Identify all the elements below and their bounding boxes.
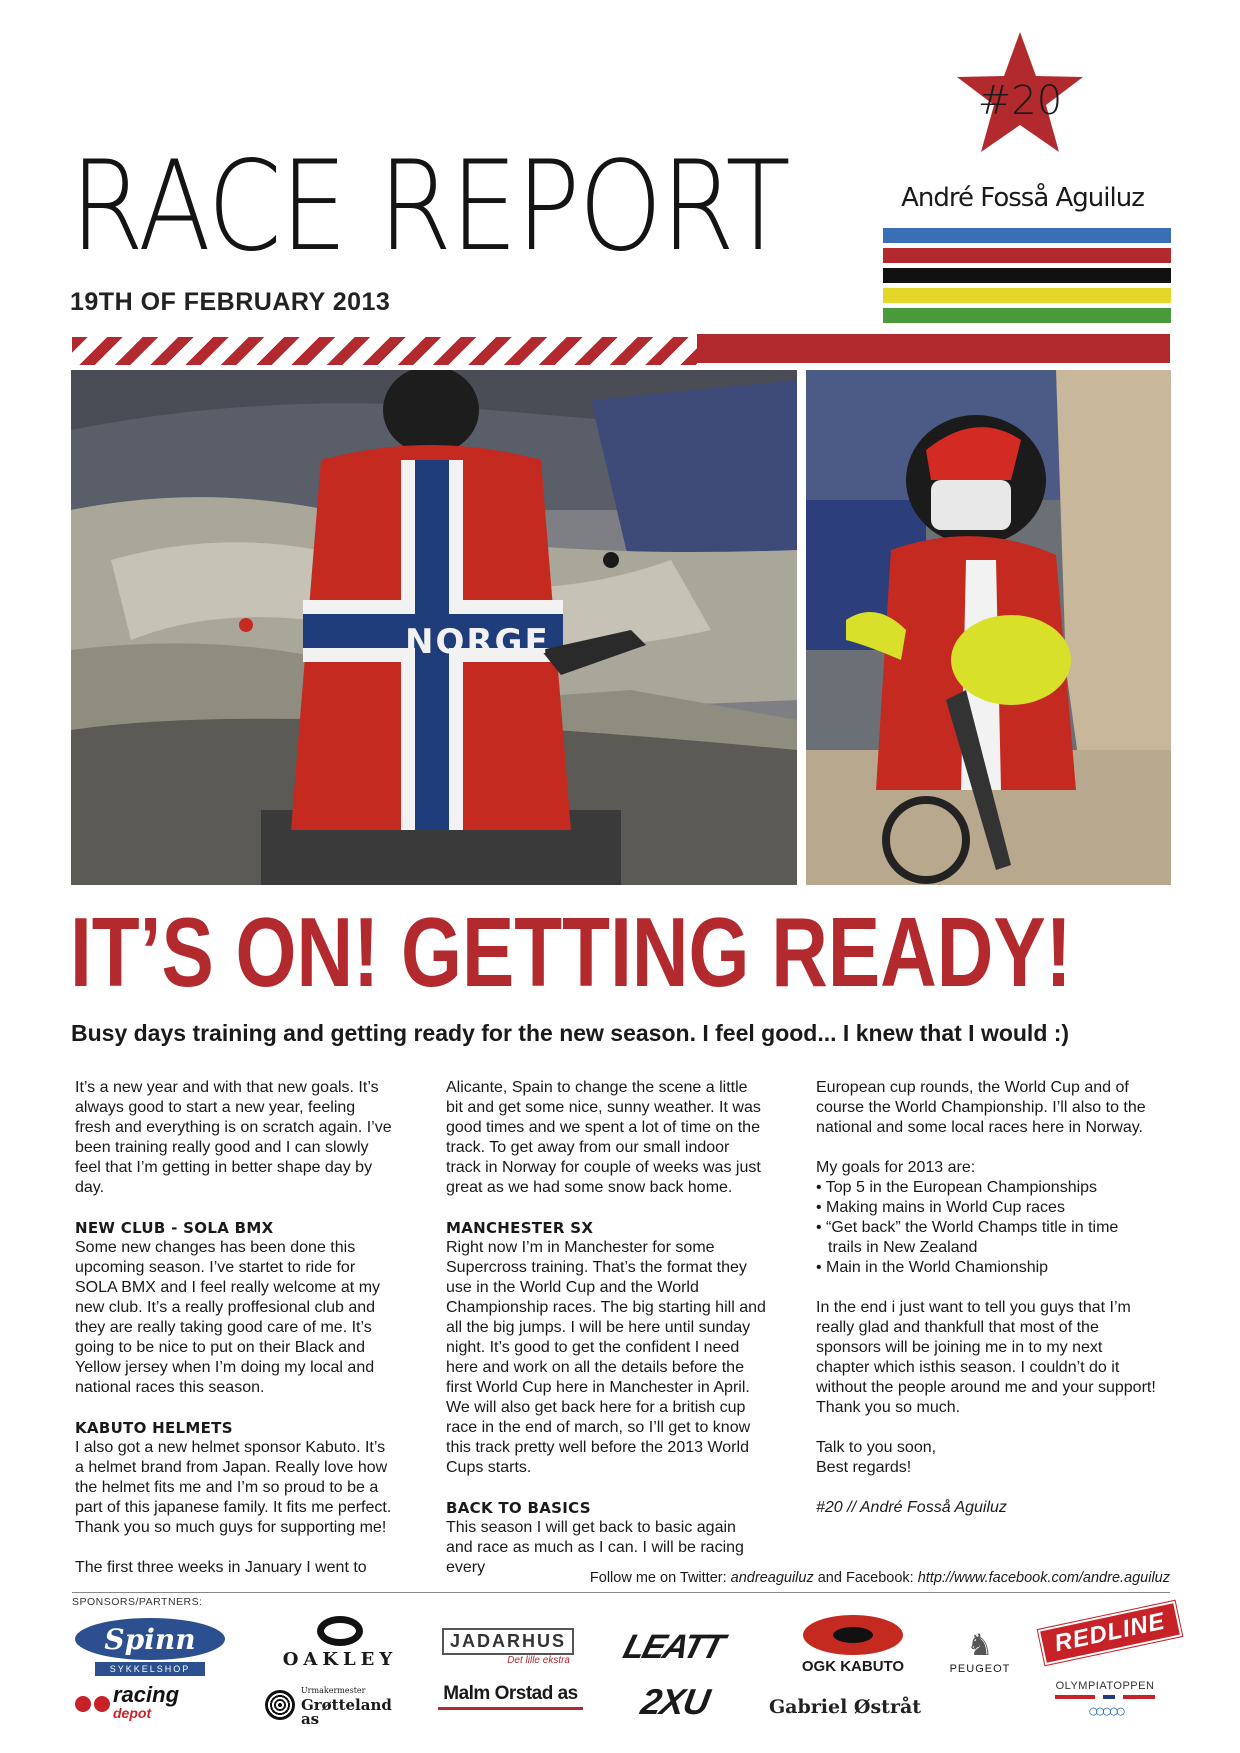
photo-norge-rider	[71, 370, 797, 885]
oakley-text: OAKLEY	[282, 1649, 398, 1670]
kabuto-logo	[778, 1610, 928, 1680]
malm-orstad-logo: Malm Orstad as	[438, 1680, 583, 1710]
spinn-logo: Spinn	[75, 1618, 225, 1660]
star-number: #20	[977, 78, 1063, 124]
star-badge	[955, 30, 1085, 158]
footer-divider	[72, 1592, 1170, 1593]
report-date: 19TH OF FEBRUARY 2013	[70, 288, 391, 316]
lion-icon: ♞	[966, 1629, 994, 1662]
article-column-1	[75, 1078, 395, 1598]
jadarhus-tagline: Det lille ekstra	[507, 1655, 570, 1666]
jersey-text: NORGE	[405, 622, 550, 662]
basics-paragraph: This season I will get back to basic again and race as much as I can. I will be racing every	[446, 1519, 744, 1576]
grotteland-small: Urmakermester	[300, 1686, 366, 1695]
talk-soon: Talk to you soon,	[816, 1439, 937, 1456]
olympiatoppen-text: OLYMPIATOPPEN	[1055, 1680, 1155, 1692]
world-champ-stripes	[883, 228, 1171, 328]
grotteland-logo	[265, 1684, 415, 1726]
twitter-handle[interactable]: andreaguiluz	[730, 1570, 814, 1586]
goal-item: • Main in the World Chamionship	[816, 1259, 1049, 1276]
grotteland-name: Grøtteland as	[300, 1696, 392, 1728]
regards: Best regards!	[816, 1459, 912, 1476]
rider-name: André Fosså Aguiluz	[901, 183, 1144, 213]
oakley-icon	[317, 1616, 363, 1646]
depot-word: depot	[113, 1705, 152, 1721]
kabuto-text: OGK KABUTO	[801, 1658, 905, 1675]
section-heading-kabuto: KABUTO HELMETS	[75, 1419, 233, 1437]
follow-line	[480, 1570, 1170, 1586]
racing-dot-icon	[94, 1696, 110, 1712]
kabuto-icon	[803, 1615, 903, 1655]
olympic-rings-icon: ○○○○○	[1087, 1701, 1123, 1721]
goals-list	[816, 1178, 1156, 1278]
jadarhus-logo	[438, 1625, 578, 1669]
racing-depot-text	[113, 1682, 180, 1722]
page-title: RACE REPORT	[70, 135, 789, 279]
leatt-logo: LEATT	[619, 1627, 727, 1666]
goal-item: • Top 5 in the European Championships	[816, 1179, 1098, 1196]
peugeot-logo	[935, 1620, 1025, 1684]
section-heading-manchester: MANCHESTER SX	[446, 1219, 594, 1237]
stripe-blue	[883, 228, 1171, 243]
alicante-paragraph: Alicante, Spain to change the scene a little bit and get some nice, sunny weather. It was good times and we spent a lot of time on the track. To get away from our small indoor track in Norway for couple of weeks was just great as we had some snow back home.	[446, 1079, 761, 1196]
article-column-3	[816, 1078, 1156, 1538]
signature: #20 // André Fosså Aguiluz	[816, 1499, 1007, 1516]
goal-item: • Making mains in World Cup races	[816, 1199, 1065, 1216]
follow-prefix: Follow me on Twitter:	[589, 1570, 731, 1586]
manchester-paragraph: Right now I’m in Manchester for some Supercross training. That’s the format they use in the World Cup and the World Championship races. The big starting hill and all the big jumps. I will be here until sunday night. It’s good to get the confident I need here and work on all the details before the first World Cup here in Manchester in April. We will also get back here for a british cup race in the end of march, so I’ll get to know this track pretty well before the 2013 World Cups starts.	[446, 1239, 766, 1476]
gabriel-ostrat-logo: Gabriel Østråt	[768, 1696, 922, 1718]
closing-paragraph: In the end i just want to tell you guys that I’m really glad and thankfull that most of the sponsors will be joining me in to my next chapter which isthis season. I couldn’t do it without the people around me and your support! Thank you so much.	[816, 1299, 1156, 1416]
clock-icon	[265, 1690, 295, 1720]
stripe-green	[883, 308, 1171, 323]
2xu-logo: 2XU	[637, 1681, 713, 1722]
racing-dot-icon	[75, 1696, 91, 1712]
goals-intro: My goals for 2013 are:	[816, 1159, 976, 1176]
grotteland-text	[301, 1684, 415, 1726]
racing-word: racing	[113, 1682, 180, 1707]
section-heading-basics: BACK TO BASICS	[446, 1499, 591, 1517]
redline-logo: REDLINE	[1038, 1601, 1182, 1665]
photo-rider-glove	[806, 370, 1171, 885]
european-paragraph: European cup rounds, the World Cup and of course the World Championship. I’ll also to the national and some local races here in Norway.	[816, 1079, 1146, 1136]
stripe-yellow	[883, 288, 1171, 303]
oakley-logo	[270, 1612, 410, 1674]
sponsors-label: SPONSORS/PARTNERS:	[72, 1596, 203, 1608]
spinn-sub-label: SYKKELSHOP	[95, 1662, 205, 1676]
goal-item: • “Get back” the World Champs title in time trails in New Zealand	[816, 1219, 1119, 1256]
january-paragraph: The first three weeks in January I went to	[75, 1559, 367, 1576]
red-accent-bar	[697, 334, 1170, 363]
stripe-red	[883, 248, 1171, 263]
section-heading-new-club: NEW CLUB - SOLA BMX	[75, 1219, 274, 1237]
intro-paragraph: It’s a new year and with that new goals. It’s always good to start a new year, feeling fresh and everything is on scratch again. I’ve been training really good and I can slowly feel that I’m getting in better shape day by day.	[75, 1079, 392, 1196]
article-column-2	[446, 1078, 766, 1598]
jadarhus-text: JADARHUS	[442, 1628, 574, 1655]
facebook-link[interactable]: http://www.facebook.com/andre.aguiluz	[917, 1570, 1170, 1586]
follow-mid: and Facebook:	[813, 1570, 918, 1586]
subheadline: Busy days training and getting ready for the new season. I feel good... I knew that I would :)	[71, 1020, 1070, 1046]
norway-flag-icon	[1055, 1695, 1155, 1699]
kabuto-paragraph: I also got a new helmet sponsor Kabuto. It’s a helmet brand from Japan. Really love how the helmet fits me and I’m so proud to be a part of this japanese family. It fits me perfect. Thank you so much guys for supporting me!	[75, 1439, 392, 1536]
new-club-paragraph: Some new changes has been done this upcoming season. I’ve startet to ride for SOLA BMX and I feel really welcome at my new club. It’s a really proffesional club and they are really taking good care of me. It’s going to be nice to put on their Black and Yellow jersey when I’m doing my local and national races this season.	[75, 1239, 381, 1396]
headline: IT’S ON! GETTING READY!	[70, 897, 1072, 1007]
hazard-stripe-bar	[72, 337, 697, 365]
stripe-black	[883, 268, 1171, 283]
racing-depot-logo	[75, 1684, 225, 1724]
olympiatoppen-logo	[1030, 1670, 1180, 1730]
peugeot-text: PEUGEOT	[949, 1663, 1011, 1675]
